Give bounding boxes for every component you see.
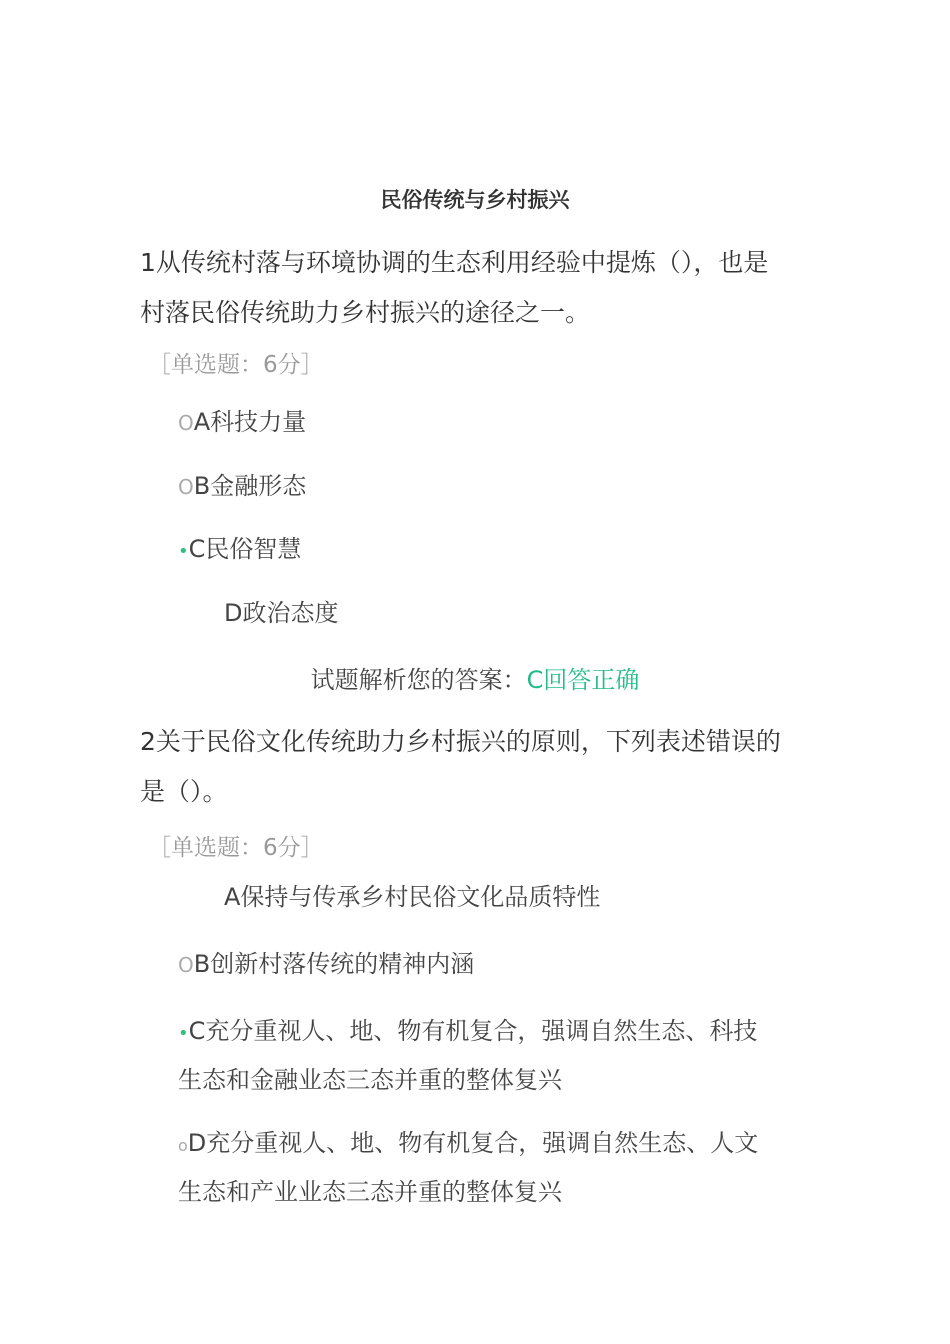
radio-empty-icon: O: [178, 953, 194, 977]
q2-option-d[interactable]: [178, 1119, 758, 1170]
radio-selected-icon: •: [178, 1023, 189, 1044]
question-1-number: 1: [140, 248, 156, 277]
option-letter: B: [193, 950, 211, 978]
result-label: 试题解析您的答案：: [310, 666, 527, 694]
option-letter: D: [224, 599, 243, 627]
q1-option-c[interactable]: [178, 525, 301, 576]
question-1-line-1: [140, 238, 768, 288]
option-letter: A: [193, 408, 211, 436]
question-2-number: 2: [140, 727, 156, 756]
q2-option-b[interactable]: [178, 940, 474, 989]
q1-option-b[interactable]: [178, 462, 306, 511]
question-2-line-2: 是（）。: [140, 777, 228, 806]
radio-empty-icon: O: [178, 411, 194, 435]
option-letter: D: [187, 1129, 207, 1157]
result-answer: C: [526, 666, 544, 694]
option-text: 金融形态: [210, 472, 307, 500]
question-2-text-a: 关于民俗文化传统助力乡村振兴的原则，下列表述错误的: [155, 727, 781, 756]
option-letter: B: [193, 472, 211, 500]
question-2-line-1: [140, 717, 781, 767]
option-letter: A: [224, 883, 241, 911]
q2-option-c-continued: 生态和金融业态三态并重的整体复兴: [178, 1066, 562, 1094]
option-text: 创新村落传统的精神内涵: [210, 950, 475, 978]
option-text: 保持与传承乡村民俗文化品质特性: [240, 883, 601, 911]
option-text: 充分重视人、地、物有机复合，强调自然生态、科技: [205, 1017, 758, 1045]
option-text: 充分重视人、地、物有机复合，强调自然生态、人文: [206, 1129, 759, 1157]
radio-small-icon: o: [178, 1136, 188, 1155]
q2-option-c[interactable]: [178, 1007, 757, 1058]
q2-option-a[interactable]: [224, 873, 600, 921]
option-letter: C: [188, 1017, 206, 1045]
option-text: 科技力量: [210, 408, 307, 436]
option-text: 民俗智慧: [205, 535, 302, 563]
q2-option-d-continued: 生态和产业业态三态并重的整体复兴: [178, 1178, 562, 1206]
result-status: 回答正确: [543, 666, 640, 694]
q1-option-a[interactable]: [178, 398, 306, 447]
document-title: 民俗传统与乡村振兴: [380, 188, 570, 212]
question-1-text-a: 从传统村落与环境协调的生态利用经验中提炼（），也是: [155, 248, 769, 277]
q1-result: [0, 660, 950, 695]
question-1-line-2: 村落民俗传统助力乡村振兴的途径之一。: [140, 298, 591, 327]
option-text: 政治态度: [242, 599, 339, 627]
question-1-tag: ［单选题：6分］: [148, 352, 324, 378]
q1-option-d[interactable]: [224, 589, 338, 637]
radio-empty-icon: O: [178, 475, 194, 499]
radio-selected-icon: •: [178, 541, 189, 562]
question-2-tag: ［单选题：6分］: [148, 835, 324, 861]
option-letter: C: [188, 535, 206, 563]
